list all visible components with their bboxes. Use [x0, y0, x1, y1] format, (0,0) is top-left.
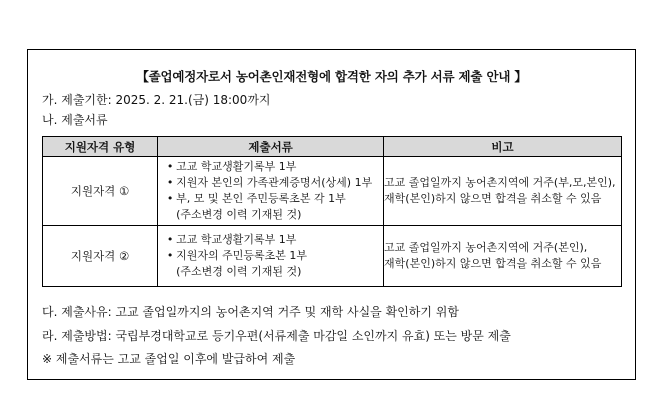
header-qualification-type: 지원자격 유형: [43, 137, 158, 157]
remarks-cell: [384, 157, 622, 226]
documents-table: [42, 136, 622, 287]
document-item: [164, 159, 383, 175]
bullet-icon: •: [166, 249, 174, 262]
bullet-icon: •: [166, 192, 174, 205]
remark-line: 고교 졸업일까지 농어촌지역에 거주(본인),: [384, 241, 588, 254]
document-item: [164, 232, 383, 248]
bullet-icon: •: [166, 160, 174, 173]
document-item: [164, 175, 383, 191]
deadline-text: 가. 제출기한: 2025. 2. 21.(금) 18:00까지: [42, 93, 271, 107]
notice-box: [27, 49, 636, 380]
qualification-type-cell: 지원자격 ②: [43, 226, 158, 287]
table-row: [43, 226, 622, 287]
remark-line: 고교 졸업일까지 농어촌지역에 거주(부,모,본인),: [384, 176, 616, 189]
document-note: (주소변경 이력 기재된 것): [176, 208, 302, 221]
documents-cell: [158, 157, 384, 226]
qualification-type-cell: 지원자격 ①: [43, 157, 158, 226]
document-label: 고교 학교생활기록부 1부: [176, 160, 297, 173]
remark-line: 재학(본인)하지 않으면 합격을 취소할 수 있음: [384, 192, 602, 205]
header-documents: 제출서류: [158, 137, 384, 157]
remarks-cell: [384, 226, 622, 287]
documents-cell: [158, 226, 384, 287]
footnote: ※ 제출서류는 고교 졸업일 이후에 발급하여 제출: [42, 352, 296, 366]
document-label: 부, 모 및 본인 주민등록초본 각 1부: [176, 192, 346, 205]
table-row: [43, 157, 622, 226]
document-item: [164, 248, 383, 264]
document-label: 지원자 본인의 가족관계증명서(상세) 1부: [176, 176, 373, 189]
remark-line: 재학(본인)하지 않으면 합격을 취소할 수 있음: [384, 257, 602, 270]
document-item: [164, 191, 383, 207]
submission-reason: 다. 제출사유: 고교 졸업일까지의 농어촌지역 거주 및 재학 사실을 확인하기 위함: [42, 305, 459, 319]
submission-method: 라. 제출방법: 국립부경대학교로 등기우편(서류제출 마감일 소인까지 유효) 또는 방문 제출: [42, 329, 511, 343]
table-header-row: [43, 137, 622, 157]
document-label: 고교 학교생활기록부 1부: [176, 233, 297, 246]
documents-heading: 나. 제출서류: [42, 113, 108, 127]
header-remarks: 비고: [384, 137, 622, 157]
document-label: 지원자의 주민등록초본 1부: [176, 249, 308, 262]
document-note: (주소변경 이력 기재된 것): [176, 265, 302, 278]
bullet-icon: •: [166, 176, 174, 189]
notice-title: 【졸업예정자로서 농어촌인재전형에 합격한 자의 추가 서류 제출 안내 】: [136, 69, 527, 84]
bullet-icon: •: [166, 233, 174, 246]
